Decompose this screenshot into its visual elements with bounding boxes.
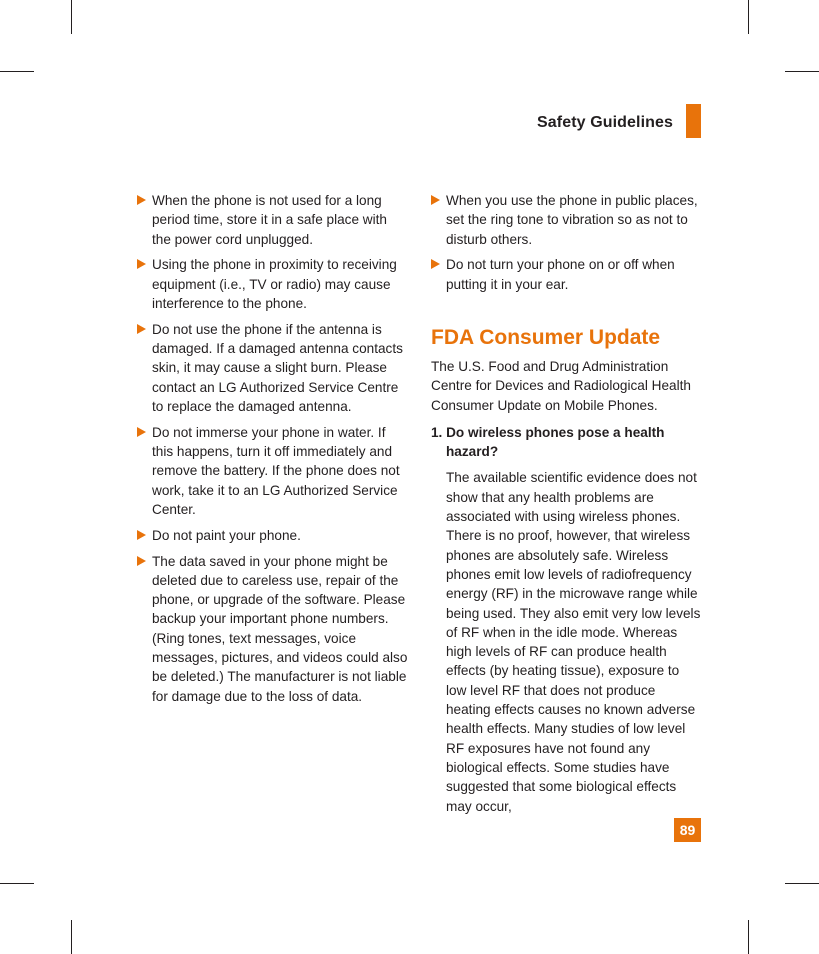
crop-mark bbox=[748, 0, 749, 34]
crop-mark bbox=[0, 71, 34, 72]
page-header-title: Safety Guidelines bbox=[537, 114, 673, 131]
bullet-arrow-icon bbox=[431, 195, 440, 205]
header-accent-bar bbox=[686, 104, 701, 138]
list-item bbox=[137, 320, 409, 416]
bullet-text: Using the phone in proximity to receiving equipment (i.e., TV or radio) may cause interference to the phone. bbox=[152, 257, 397, 311]
crop-mark bbox=[785, 883, 819, 884]
crop-mark bbox=[785, 71, 819, 72]
list-item bbox=[431, 191, 703, 249]
bullet-text: Do not use the phone if the antenna is damaged. If a damaged antenna contacts skin, it may cause a slight burn. Please contact an LG Authorized Service Centre to replace the damaged antenna. bbox=[152, 321, 403, 414]
right-column bbox=[431, 191, 703, 816]
bullet-arrow-icon bbox=[137, 427, 146, 437]
bullet-arrow-icon bbox=[137, 530, 146, 540]
bullet-text: Do not paint your phone. bbox=[152, 527, 301, 543]
right-bullet-list bbox=[431, 191, 703, 294]
bullet-arrow-icon bbox=[137, 324, 146, 334]
crop-mark bbox=[0, 883, 34, 884]
bullet-arrow-icon bbox=[431, 259, 440, 269]
list-item bbox=[137, 552, 409, 706]
crop-mark bbox=[71, 920, 72, 954]
list-item bbox=[137, 526, 409, 545]
bullet-text: When you use the phone in public places, set the ring tone to vibration so as not to disturb others. bbox=[446, 193, 698, 247]
left-bullet-list bbox=[137, 191, 409, 706]
bullet-text: When the phone is not used for a long period time, store it in a safe place with the power cord unplugged. bbox=[152, 193, 387, 247]
page-number: 89 bbox=[674, 818, 701, 842]
list-item bbox=[137, 423, 409, 519]
left-column bbox=[137, 191, 409, 712]
list-item bbox=[431, 255, 703, 294]
bullet-arrow-icon bbox=[137, 195, 146, 205]
bullet-arrow-icon bbox=[137, 556, 146, 566]
bullet-text: Do not turn your phone on or off when putting it in your ear. bbox=[446, 257, 675, 292]
list-item bbox=[137, 191, 409, 249]
crop-mark bbox=[748, 920, 749, 954]
answer-paragraph: The available scientific evidence does not show that any health problems are associated with using wireless phones. There is no proof, however, that wireless phones are absolutely safe. Wireless phones emit low levels of radiofrequency energy (RF) in the microwave range while being used. They also emit very low levels of RF when in the idle mode. Whereas high levels of RF can produce health effects (by heating tissue), exposure to low level RF that does not produce heating effects causes no known adverse health effects. Many studies of low level RF exposures have not found any biological effects. Some studies have suggested that some biological effects may occur, bbox=[446, 470, 701, 814]
crop-mark bbox=[71, 0, 72, 34]
bullet-text: Do not immerse your phone in water. If this happens, turn it off immediately and remove the battery. If the phone does not work, take it to an LG Authorized Service Center. bbox=[152, 424, 400, 517]
bullet-arrow-icon bbox=[137, 259, 146, 269]
section-title: FDA Consumer Update bbox=[431, 325, 661, 349]
bullet-text: The data saved in your phone might be deleted due to careless use, repair of the phone, or upgrade of the software. Please backup your important phone numbers. (Ring tones, text messages, voice messages, pictures, and videos could also be deleted.) The manufacturer is not liable for damage due to the loss of data. bbox=[152, 553, 408, 704]
list-item bbox=[137, 255, 409, 313]
intro-paragraph: The U.S. Food and Drug Administration Centre for Devices and Radiological Health Consumer Update on Mobile Phones. bbox=[431, 358, 691, 413]
question-heading: 1. Do wireless phones pose a health hazard? bbox=[431, 424, 665, 460]
